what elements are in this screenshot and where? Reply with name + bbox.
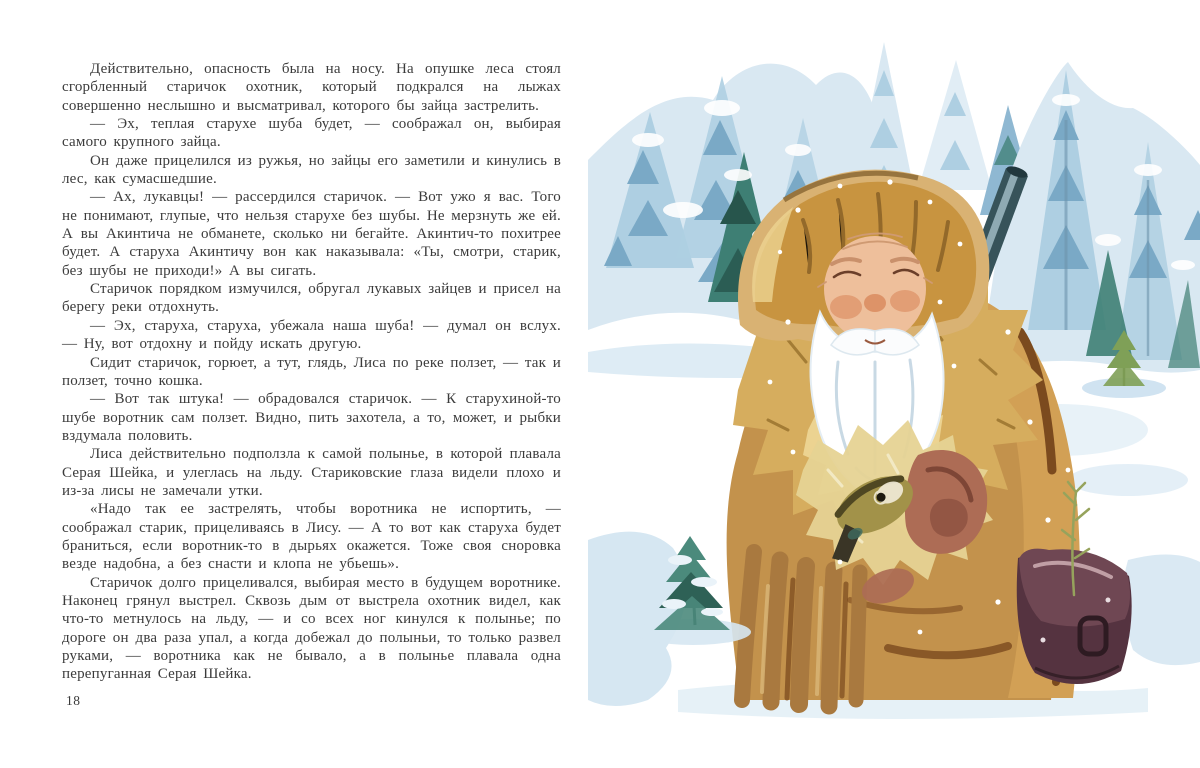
- story-paragraph: — Эх, теплая старухе шуба будет, — соображал он, выбирая самого крупного зайца.: [62, 116, 561, 151]
- story-paragraph: Старичок порядком измучился, обругал лукавых зайцев и присел на берегу реки отдохнуть.: [62, 281, 561, 316]
- story-paragraph: — Вот так штука! — обрадовался старичок. — К старухиной-то шубе воротник сам ползет. Видно, пить захотела, а то, может, и рыбки вздумала половить.: [62, 391, 561, 444]
- story-text-column: [62, 60, 561, 684]
- story-paragraph: Сидит старичок, горюет, а тут, глядь, Лиса по реке ползет, — так и ползет, точно кошка.: [62, 354, 561, 389]
- page-number: 18: [66, 693, 81, 708]
- story-paragraph: Действительно, опасность была на носу. На опушке леса стоял сгорбленный старичок охотник, который подкрался на лыжах совершенно неслышно и высматривал, которого бы зайца застрелить.: [62, 61, 561, 114]
- story-paragraph: Он даже прицелился из ружья, но зайцы его заметили и кинулись в лес, как сумасшедшие.: [62, 152, 561, 188]
- story-paragraph: «Надо так ее застрелять, чтобы воротника не испортить, — соображал старик, прицеливаясь в Лису. — А то вот как старуха будет браниться, если воротник-то в дырьях окажется. Тоже своя сноровка везде надобна, а без снасти и клопа не убьешь».: [62, 501, 561, 573]
- illustration-hunter-with-duck: [588, 0, 1200, 735]
- story-paragraph: Лиса действительно подползла к самой полынье, в которой плавала Серая Шейка, и улеглась на льду. Стариковские глаза видели плохо и из-за лисы не замечали утки.: [62, 446, 561, 499]
- leather-satchel: [1017, 549, 1132, 684]
- story-paragraph: — Эх, старуха, старуха, убежала наша шуба! — думал он вслух. — Ну, вот отдохну и пойду искать другую.: [62, 317, 561, 353]
- story-paragraph: — Ах, лукавцы! — рассердился старичок. — Вот ужо я вас. Того не понимают, глупые, что нельзя старухе без шубы. Не мерзнуть же ей. А вы Акинтича не обманете, сколько ни бегайте. Акинтич-то похитрее будет. А старуха Акинтичу вон как наказывала: «Ты, смотри, старик, без шубы не приходи!» А вы сигать.: [62, 189, 561, 279]
- story-paragraph: Старичок долго прицеливался, выбирая место в будущем воротнике. Наконец грянул выстрел. Сквозь дым от выстрела охотник видел, как что-то метнулось на льду, — и со всех ног кинулся к полынье; по дороге он два раза упал, а когда добежал до полыньи, то только развел руками, — воротника как не бывало, а в полынье плавала одна перепуганная Серая Шейка.: [62, 574, 561, 683]
